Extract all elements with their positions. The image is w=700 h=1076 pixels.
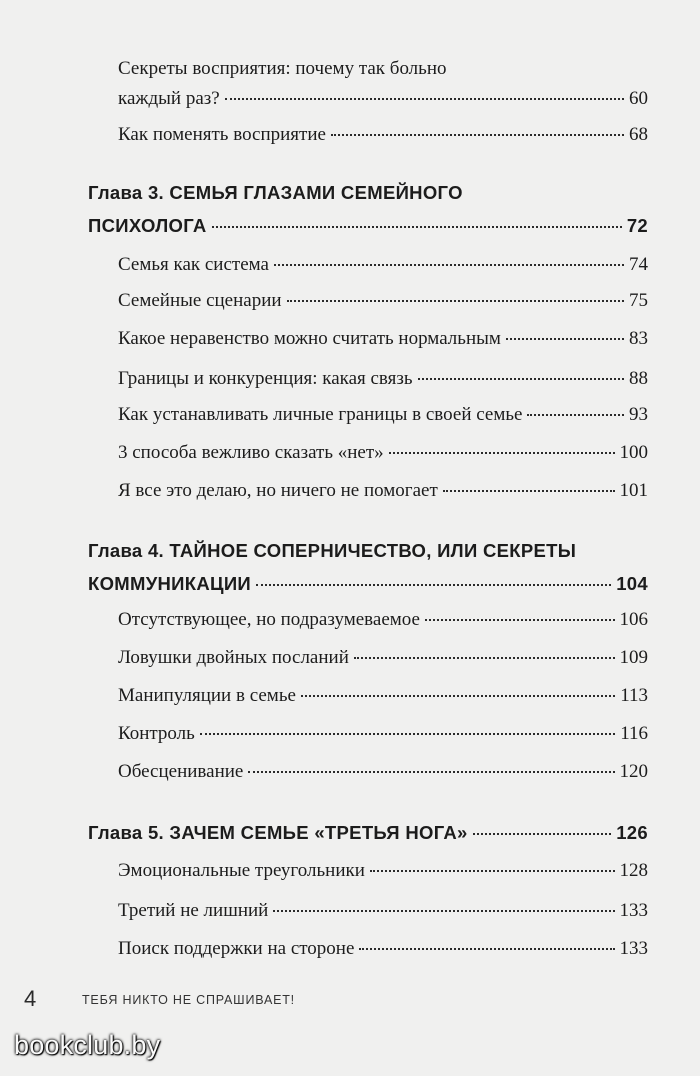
page-number: 4 xyxy=(24,986,37,1011)
chapter-heading[interactable] xyxy=(88,822,648,844)
dot-leader xyxy=(354,657,615,659)
toc-entry[interactable] xyxy=(118,368,648,390)
chapter-heading[interactable] xyxy=(88,215,648,237)
toc-entry-page: 74 xyxy=(629,254,648,275)
chapter-heading-label: Глава 5. ЗАЧЕМ СЕМЬЕ «ТРЕТЬЯ НОГА» xyxy=(88,822,468,843)
watermark: bookclub.by xyxy=(14,1030,161,1060)
dot-leader xyxy=(225,98,624,100)
toc-entry-label: Поиск поддержки на стороне xyxy=(118,938,355,959)
toc-entry[interactable] xyxy=(118,900,648,922)
toc-entry-label: Третий не лишний xyxy=(118,900,269,921)
toc-entry[interactable] xyxy=(118,480,648,502)
chapter-page: 72 xyxy=(626,215,648,236)
toc-entry-label: Семья как система xyxy=(118,254,269,275)
dot-leader xyxy=(273,910,614,912)
dot-leader xyxy=(473,833,612,835)
toc-entry[interactable] xyxy=(118,404,648,426)
toc-entry[interactable] xyxy=(118,442,648,464)
running-footer-title: ТЕБЯ НИКТО НЕ СПРАШИВАЕТ! xyxy=(82,993,295,1007)
toc-entry-page: 113 xyxy=(620,685,648,706)
toc-entry[interactable] xyxy=(118,860,648,882)
toc-entry-label: 3 способа вежливо сказать «нет» xyxy=(118,442,384,463)
toc-entry-label: Манипуляции в семье xyxy=(118,685,296,706)
dot-leader xyxy=(418,378,624,380)
toc-entry[interactable] xyxy=(118,938,648,960)
toc-entry-label: Как устанавливать личные границы в своей семье xyxy=(118,404,523,425)
toc-entry-label: Ловушки двойных посланий xyxy=(118,647,349,668)
chapter-heading-label: ПСИХОЛОГА xyxy=(88,215,207,236)
dot-leader xyxy=(200,733,615,735)
chapter-page: 104 xyxy=(616,573,648,594)
toc-entry[interactable] xyxy=(118,124,648,146)
toc-entry-page: 133 xyxy=(619,900,648,921)
toc-entry-page: 60 xyxy=(629,88,648,109)
chapter-heading-line1: Глава 3. СЕМЬЯ ГЛАЗАМИ СЕМЕЙНОГО xyxy=(88,182,463,203)
dot-leader xyxy=(425,619,615,621)
toc-entry[interactable] xyxy=(118,328,648,350)
toc-entry-page: 88 xyxy=(629,368,648,389)
toc-entry-page: 133 xyxy=(619,938,648,959)
dot-leader xyxy=(331,134,624,136)
toc-entry-page: 68 xyxy=(629,124,648,145)
toc-entry[interactable] xyxy=(118,609,648,631)
toc-entry-line1: Секреты восприятия: почему так больно xyxy=(118,58,447,79)
dot-leader xyxy=(370,870,615,872)
toc-entry[interactable] xyxy=(118,88,648,110)
chapter-heading-line1: Глава 4. ТАЙНОЕ СОПЕРНИЧЕСТВО, ИЛИ СЕКРЕТЫ xyxy=(88,540,577,561)
toc-entry-label: Эмоциональные треугольники xyxy=(118,860,365,881)
toc-entry[interactable] xyxy=(118,723,648,745)
dot-leader xyxy=(248,771,614,773)
dot-leader xyxy=(506,338,624,340)
dot-leader xyxy=(256,584,611,586)
toc-entry-label: Семейные сценарии xyxy=(118,290,282,311)
dot-leader xyxy=(389,452,615,454)
chapter-heading-label: КОММУНИКАЦИИ xyxy=(88,573,252,594)
toc-entry-page: 116 xyxy=(620,723,648,744)
toc-entry-label: Обесценивание xyxy=(118,761,244,782)
toc-entry[interactable] xyxy=(118,254,648,276)
toc-entry[interactable] xyxy=(118,647,648,669)
toc-entry-page: 101 xyxy=(619,480,648,501)
dot-leader xyxy=(287,300,624,302)
toc-entry-page: 93 xyxy=(629,404,648,425)
toc-entry-page: 100 xyxy=(619,442,648,463)
toc-entry-label: Границы и конкуренция: какая связь xyxy=(118,368,413,389)
toc-entry-label: Отсутствующее, но подразумеваемое xyxy=(118,609,420,630)
toc-entry-page: 109 xyxy=(619,647,648,668)
toc-entry[interactable] xyxy=(118,685,648,707)
toc-entry-page: 120 xyxy=(619,761,648,782)
toc-entry-page: 83 xyxy=(629,328,648,349)
toc-entry-label: Как поменять восприятие xyxy=(118,124,326,145)
toc-entry[interactable] xyxy=(118,290,648,312)
toc-entry-label: Контроль xyxy=(118,723,195,744)
dot-leader xyxy=(443,490,615,492)
chapter-page: 126 xyxy=(616,822,648,843)
toc-entry-page: 106 xyxy=(619,609,648,630)
dot-leader xyxy=(274,264,624,266)
toc-entry-page: 128 xyxy=(619,860,648,881)
dot-leader xyxy=(359,948,614,950)
chapter-heading[interactable] xyxy=(88,573,648,595)
toc-entry[interactable] xyxy=(118,761,648,783)
dot-leader xyxy=(527,414,624,416)
toc-entry-label: Какое неравенство можно считать нормальным xyxy=(118,328,501,349)
dot-leader xyxy=(301,695,615,697)
toc-entry-label: Я все это делаю, но ничего не помогает xyxy=(118,480,438,501)
toc-entry-label: каждый раз? xyxy=(118,88,220,109)
toc-entry-page: 75 xyxy=(629,290,648,311)
dot-leader xyxy=(212,226,622,228)
